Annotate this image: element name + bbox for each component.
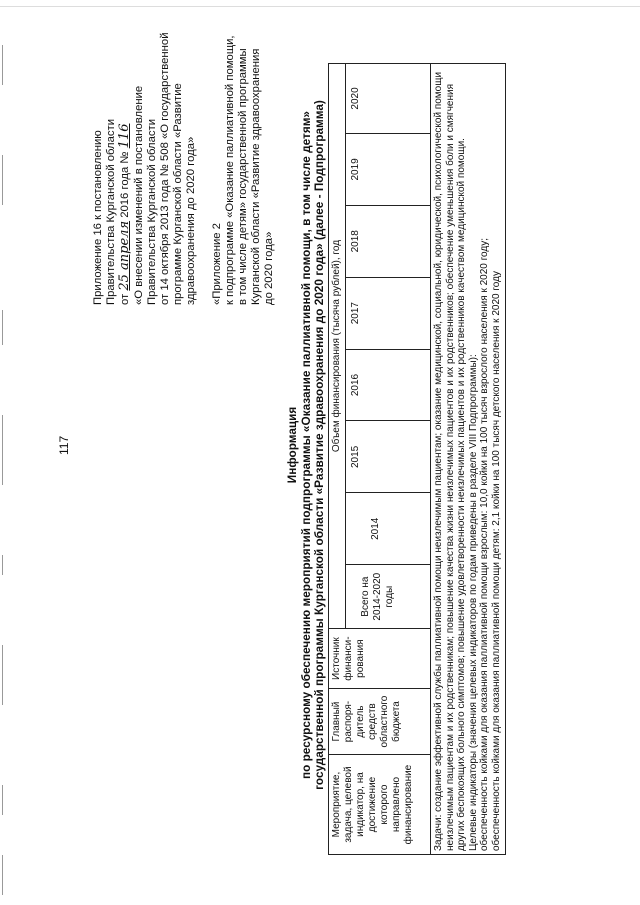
page-number: 117: [57, 435, 71, 455]
appendix-line: «Приложение 2: [210, 223, 223, 305]
appendix-line: Приложение 16 к постановлению: [92, 130, 104, 305]
appendix-line: Правительства Курганской области: [145, 118, 158, 305]
table-row: [431, 64, 506, 855]
title-line: государственной программы Курганской области «Развитие здравоохранения до 2020 года» (далее - Подпрограмма): [312, 100, 326, 790]
header-year: 2018: [346, 205, 431, 277]
appendix-line: «О внесении изменений в постановление: [132, 85, 145, 305]
appendix-line: к подпрограмме «Оказание паллиативной помощи,: [223, 35, 236, 305]
scan-edge-line: [0, 6, 640, 7]
header-volume: Объем финансирования (тысяча рублей), год: [329, 64, 346, 629]
date-year: 2016 года №: [119, 151, 132, 218]
header-source: Источник финанси-рования: [329, 629, 431, 689]
header-manager: Главный распоря-дитель средств областного бюджета: [329, 689, 431, 755]
top-scan-edge: [0, 0, 6, 905]
title-line: Информация: [285, 406, 299, 484]
indicator-children: обеспеченность койками для оказания паллиативной помощи детям: 2,1 койки на 100 тысяч детского населения к 2020 году: [490, 271, 502, 851]
header-year: 2016: [346, 349, 431, 421]
document-title: [286, 45, 327, 845]
title-line: по ресурсному обеспечению мероприятий подпрограммы «Оказание паллиативной помощи, в том числе детям»: [298, 111, 313, 780]
header-year: 2019: [346, 133, 431, 205]
appendix-line: Курганской области «Развитие здравоохранения: [250, 48, 263, 305]
indicators-text: Целевые индикаторы (значения целевых индикаторов по годам приведены в разделе VIII Подпрограммы):: [467, 354, 479, 851]
header-year: 2017: [346, 277, 431, 349]
header-total: Всего на 2014-2020 годы: [346, 565, 431, 629]
appendix-line: от 14 октября 2013 года № 508 «О государственной: [159, 32, 172, 305]
header-year: 2020: [346, 64, 431, 134]
tasks-text: Задачи: создание эффективной службы паллиативной помощи неизлечимым пациентам; оказание медицинской, социальной, юридической, психологической помощи неизлечимым пациентам и их родственникам; повышение качества жизни неизлечимых пациентов и их родственников; обеспечение уменьшения боли и смягчения других беспокоящих больного симптомов; повышение удовлетворенности неизлечимых пациентов и их родственников качеством медицинской помощи.: [433, 71, 468, 851]
date-prefix: от: [119, 293, 132, 305]
tasks-cell: [431, 64, 506, 855]
appendix-line: программе Курганской области «Развитие: [172, 83, 185, 305]
funding-table: [328, 63, 506, 855]
indicator-adults: обеспеченность койками для оказания паллиативной помощи взрослым: 10,0 койки на 100 тысяч взрослого населения к 2020 году;: [479, 237, 491, 851]
appendix-line: до 2020 года»: [263, 231, 276, 305]
appendix-line: Правительства Курганской области: [105, 118, 118, 305]
handwritten-date: 25 апреля: [117, 220, 133, 291]
header-event: Мероприятие, задача, целевой индикатор, на достижение которого направлено финансирование: [329, 755, 431, 855]
appendix-line: здравоохранения до 2020 года»: [185, 136, 198, 305]
header-year: 2015: [346, 421, 431, 493]
appendix-date-line: [118, 15, 132, 305]
appendix-block: [92, 15, 277, 305]
header-year: 2014: [346, 493, 431, 565]
table-header-row: [329, 64, 346, 855]
handwritten-number: 116: [117, 123, 133, 149]
appendix-line: в том числе детям» государственной программы: [237, 48, 250, 305]
